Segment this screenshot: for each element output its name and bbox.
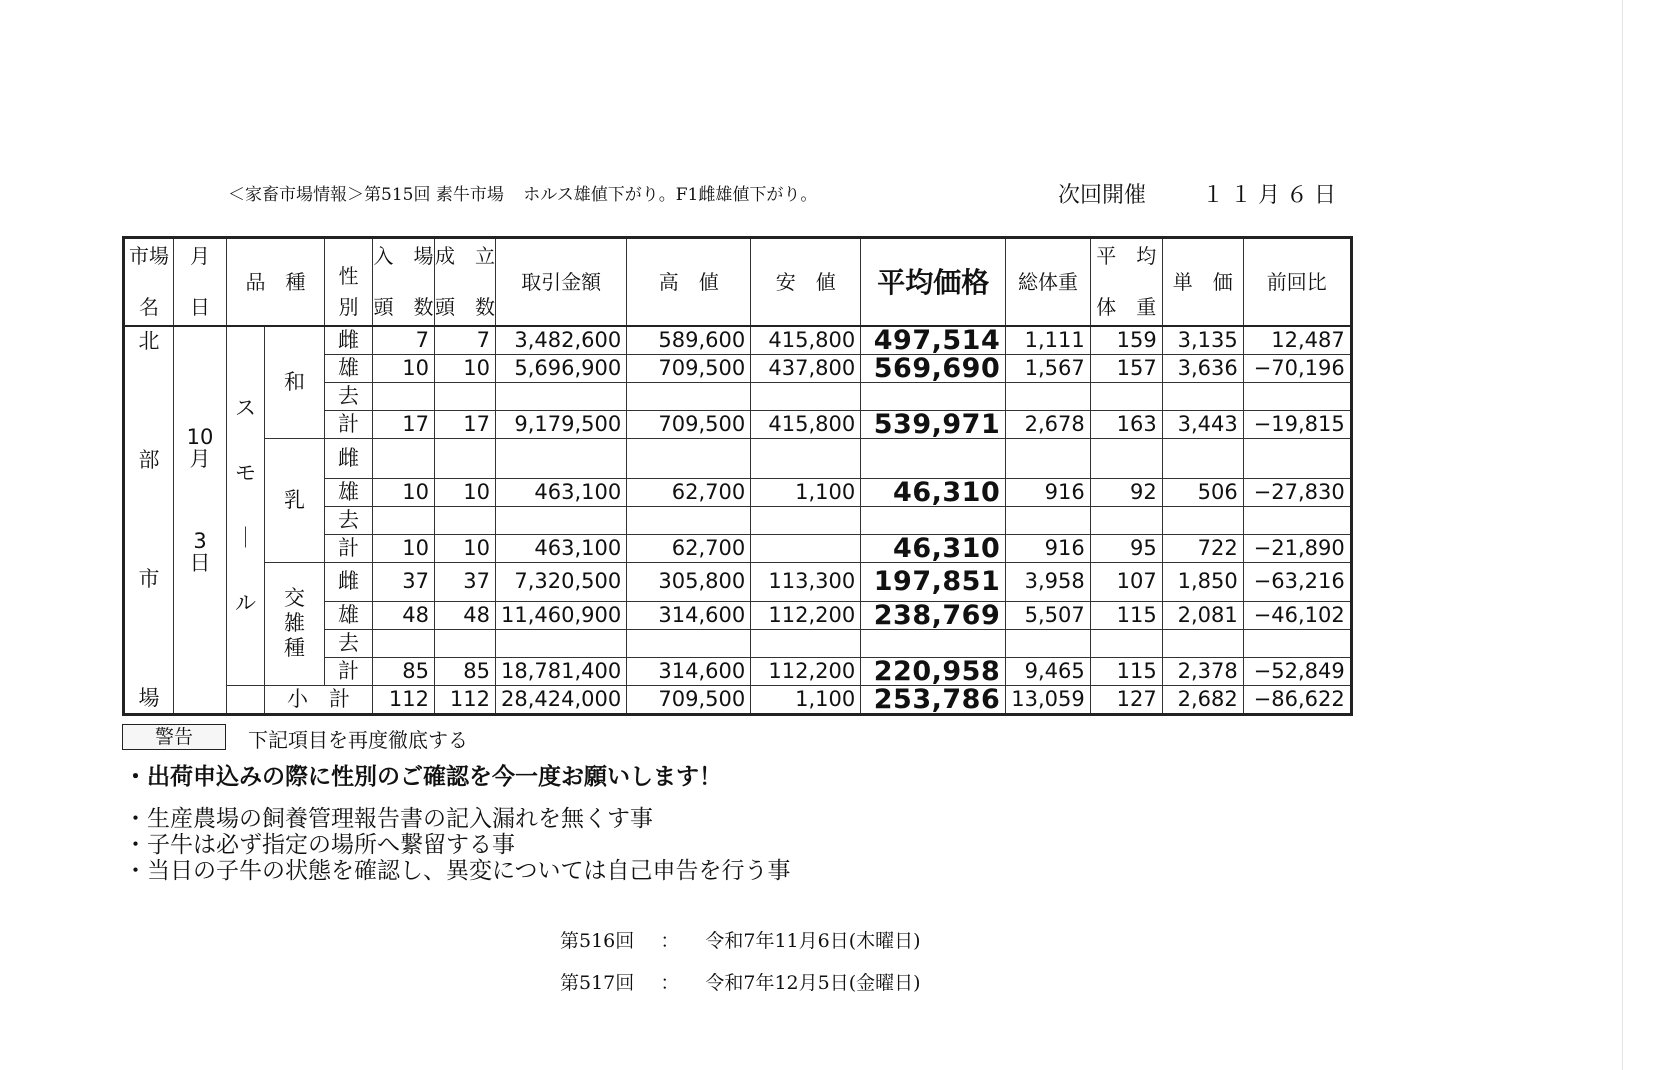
amount-cell (496, 506, 627, 534)
col-month-day: 月 日 (174, 238, 227, 327)
avg-weight-cell: 107 (1090, 562, 1162, 602)
unit-price-cell: 2,378 (1162, 658, 1243, 686)
avg-weight-cell: 157 (1090, 355, 1162, 383)
entry-cell: 10 (373, 355, 435, 383)
unit-price-cell (1162, 439, 1243, 479)
breed-crossbred-cell: 交 雑 種 (265, 562, 325, 686)
avg-price-cell: 497,514 (861, 326, 1006, 355)
sold-cell (435, 506, 496, 534)
sold-cell: 10 (435, 355, 496, 383)
prev-compare-cell (1243, 630, 1351, 658)
col-market: 市場 名 (124, 238, 174, 327)
high-cell: 62,700 (627, 534, 751, 562)
low-cell: 113,300 (751, 562, 861, 602)
prev-compare-cell: −70,196 (1243, 355, 1351, 383)
low-cell (751, 383, 861, 411)
avg-price-cell: 46,310 (861, 478, 1006, 506)
prev-compare-cell: −21,890 (1243, 534, 1351, 562)
prev-compare-cell: −27,830 (1243, 478, 1351, 506)
sex-cell: 雄 (325, 602, 373, 630)
schedule-session: 第516回 (560, 930, 635, 952)
prev-compare-cell: −86,622 (1243, 686, 1351, 715)
amount-cell: 11,460,900 (496, 602, 627, 630)
sold-cell (435, 383, 496, 411)
page-edge-line (1622, 0, 1623, 1070)
avg-weight-cell (1090, 439, 1162, 479)
high-cell (627, 439, 751, 479)
schedule-separator: ： (660, 930, 680, 952)
total-weight-cell: 13,059 (1006, 686, 1090, 715)
next-session-label: 次回開催 (1058, 183, 1147, 208)
amount-cell: 463,100 (496, 534, 627, 562)
low-cell: 437,800 (751, 355, 861, 383)
col-average-weight: 平 均 体 重 (1090, 238, 1162, 327)
report-header (228, 180, 831, 205)
amount-cell (496, 383, 627, 411)
sold-cell (435, 439, 496, 479)
total-weight-cell (1006, 506, 1090, 534)
col-average-price: 平均価格 (861, 238, 1006, 327)
notice-item: ・当日の子牛の状態を確認し、異変については自己申告を行う事 (124, 858, 791, 884)
subtotal-row (124, 686, 1352, 715)
total-weight-cell: 1,111 (1006, 326, 1090, 355)
unit-price-cell (1162, 506, 1243, 534)
report-title: ＜家畜市場情報＞第515回 素牛市場 (228, 185, 504, 205)
schedule-date: 令和7年12月5日(金曜日) (705, 972, 921, 994)
sex-cell: 雄 (325, 355, 373, 383)
prev-compare-cell (1243, 383, 1351, 411)
total-weight-cell: 5,507 (1006, 602, 1090, 630)
sold-cell: 37 (435, 562, 496, 602)
sex-cell: 雌 (325, 562, 373, 602)
entry-cell: 48 (373, 602, 435, 630)
avg-price-cell (861, 383, 1006, 411)
sold-cell: 17 (435, 411, 496, 439)
sex-cell: 雌 (325, 326, 373, 355)
sold-cell: 10 (435, 534, 496, 562)
unit-price-cell: 1,850 (1162, 562, 1243, 602)
schedule-item (560, 968, 941, 995)
entry-cell: 10 (373, 534, 435, 562)
prev-compare-cell: −46,102 (1243, 602, 1351, 630)
market-results-table (122, 236, 1353, 716)
prev-compare-cell: −52,849 (1243, 658, 1351, 686)
avg-weight-cell (1090, 630, 1162, 658)
prev-compare-cell: −63,216 (1243, 562, 1351, 602)
warning-text: 下記項目を再度徹底する (248, 728, 468, 752)
sex-cell: 去 (325, 383, 373, 411)
col-entry-count: 入 場 頭 数 (373, 238, 435, 327)
amount-cell: 3,482,600 (496, 326, 627, 355)
low-cell: 1,100 (751, 686, 861, 715)
unit-price-cell: 3,636 (1162, 355, 1243, 383)
amount-cell (496, 439, 627, 479)
sex-cell: 計 (325, 534, 373, 562)
high-cell: 709,500 (627, 411, 751, 439)
total-weight-cell (1006, 383, 1090, 411)
sold-cell: 112 (435, 686, 496, 715)
total-weight-cell: 9,465 (1006, 658, 1090, 686)
entry-cell: 85 (373, 658, 435, 686)
amount-cell (496, 630, 627, 658)
avg-weight-cell (1090, 383, 1162, 411)
sold-cell: 7 (435, 326, 496, 355)
avg-weight-cell: 163 (1090, 411, 1162, 439)
sold-cell (435, 630, 496, 658)
sex-cell: 計 (325, 658, 373, 686)
low-cell: 415,800 (751, 326, 861, 355)
unit-price-cell: 2,682 (1162, 686, 1243, 715)
prev-compare-cell (1243, 439, 1351, 479)
col-high: 高 値 (627, 238, 751, 327)
amount-cell: 463,100 (496, 478, 627, 506)
total-weight-cell: 2,678 (1006, 411, 1090, 439)
sex-cell: 雌 (325, 439, 373, 479)
prev-compare-cell: 12,487 (1243, 326, 1351, 355)
col-sex: 性 別 (325, 238, 373, 327)
entry-cell: 10 (373, 478, 435, 506)
sold-cell: 85 (435, 658, 496, 686)
table-header-row (124, 238, 1352, 327)
col-low: 安 値 (751, 238, 861, 327)
entry-cell: 17 (373, 411, 435, 439)
avg-price-cell: 220,958 (861, 658, 1006, 686)
amount-cell: 28,424,000 (496, 686, 627, 715)
avg-price-cell: 46,310 (861, 534, 1006, 562)
col-total-weight: 総体重 (1006, 238, 1090, 327)
unit-price-cell: 3,135 (1162, 326, 1243, 355)
col-sold-count: 成 立 頭 数 (435, 238, 496, 327)
breed-dairy-cell: 乳 (265, 439, 325, 563)
sex-cell: 去 (325, 630, 373, 658)
high-cell: 62,700 (627, 478, 751, 506)
low-cell: 112,200 (751, 602, 861, 630)
high-cell: 314,600 (627, 658, 751, 686)
total-weight-cell: 3,958 (1006, 562, 1090, 602)
entry-cell (373, 383, 435, 411)
amount-cell: 9,179,500 (496, 411, 627, 439)
sex-cell: 計 (325, 411, 373, 439)
col-breed: 品 種 (227, 238, 325, 327)
total-weight-cell: 916 (1006, 478, 1090, 506)
notice-item: ・生産農場の飼養管理報告書の記入漏れを無くす事 (124, 806, 653, 832)
unit-price-cell (1162, 630, 1243, 658)
schedule-session: 第517回 (560, 972, 635, 994)
schedule-date: 令和7年11月6日(木曜日) (705, 930, 921, 952)
unit-price-cell (1162, 383, 1243, 411)
total-weight-cell: 1,567 (1006, 355, 1090, 383)
schedule-item (560, 926, 941, 953)
table-row (124, 562, 1352, 602)
avg-price-cell: 238,769 (861, 602, 1006, 630)
high-cell: 709,500 (627, 686, 751, 715)
high-cell: 314,600 (627, 602, 751, 630)
prev-compare-cell: −19,815 (1243, 411, 1351, 439)
entry-cell (373, 506, 435, 534)
avg-price-cell: 569,690 (861, 355, 1006, 383)
low-cell (751, 534, 861, 562)
col-unit-price: 単 価 (1162, 238, 1243, 327)
high-cell (627, 506, 751, 534)
sold-cell: 10 (435, 478, 496, 506)
avg-weight-cell: 115 (1090, 658, 1162, 686)
schedule-separator: ： (660, 972, 680, 994)
unit-price-cell: 2,081 (1162, 602, 1243, 630)
entry-cell: 7 (373, 326, 435, 355)
category-small-cell: ス モ ｜ ル (227, 326, 265, 686)
low-cell (751, 630, 861, 658)
high-cell (627, 630, 751, 658)
avg-price-cell: 539,971 (861, 411, 1006, 439)
warning-label-box: 警告 (122, 724, 226, 750)
total-weight-cell: 916 (1006, 534, 1090, 562)
entry-cell: 112 (373, 686, 435, 715)
entry-cell (373, 439, 435, 479)
high-cell: 589,600 (627, 326, 751, 355)
avg-weight-cell: 127 (1090, 686, 1162, 715)
avg-weight-cell: 159 (1090, 326, 1162, 355)
low-cell (751, 439, 861, 479)
market-name-cell: 北 部 市 場 (124, 326, 174, 715)
low-cell: 1,100 (751, 478, 861, 506)
high-cell: 305,800 (627, 562, 751, 602)
sold-cell: 48 (435, 602, 496, 630)
breed-wagyu-cell: 和 (265, 326, 325, 439)
unit-price-cell: 506 (1162, 478, 1243, 506)
avg-price-cell (861, 439, 1006, 479)
avg-weight-cell: 95 (1090, 534, 1162, 562)
avg-weight-cell (1090, 506, 1162, 534)
amount-cell: 7,320,500 (496, 562, 627, 602)
amount-cell: 18,781,400 (496, 658, 627, 686)
avg-price-cell: 197,851 (861, 562, 1006, 602)
avg-price-cell: 253,786 (861, 686, 1006, 715)
entry-cell: 37 (373, 562, 435, 602)
sex-cell: 去 (325, 506, 373, 534)
low-cell: 112,200 (751, 658, 861, 686)
low-cell (751, 506, 861, 534)
total-weight-cell (1006, 630, 1090, 658)
col-prev-compare: 前回比 (1243, 238, 1351, 327)
amount-cell: 5,696,900 (496, 355, 627, 383)
avg-weight-cell: 92 (1090, 478, 1162, 506)
table-row (124, 326, 1352, 355)
main-notice: ・出荷申込みの際に性別のご確認を今一度お願いします！ (124, 764, 722, 790)
entry-cell (373, 630, 435, 658)
report-headline: ホルス雄値下がり。F1雌雄値下がり。 (523, 185, 818, 205)
table-row (124, 439, 1352, 479)
high-cell (627, 383, 751, 411)
subtotal-label: 小 計 (265, 686, 373, 715)
prev-compare-cell (1243, 506, 1351, 534)
col-amount: 取引金額 (496, 238, 627, 327)
month-day-cell: 10 月 3 日 (174, 326, 227, 715)
sex-cell: 雄 (325, 478, 373, 506)
next-session-date: １１月６日 (1202, 183, 1343, 208)
high-cell: 709,500 (627, 355, 751, 383)
unit-price-cell: 3,443 (1162, 411, 1243, 439)
low-cell: 415,800 (751, 411, 861, 439)
avg-price-cell (861, 630, 1006, 658)
total-weight-cell (1006, 439, 1090, 479)
avg-price-cell (861, 506, 1006, 534)
notice-item: ・子牛は必ず指定の場所へ繋留する事 (124, 832, 515, 858)
unit-price-cell: 722 (1162, 534, 1243, 562)
avg-weight-cell: 115 (1090, 602, 1162, 630)
